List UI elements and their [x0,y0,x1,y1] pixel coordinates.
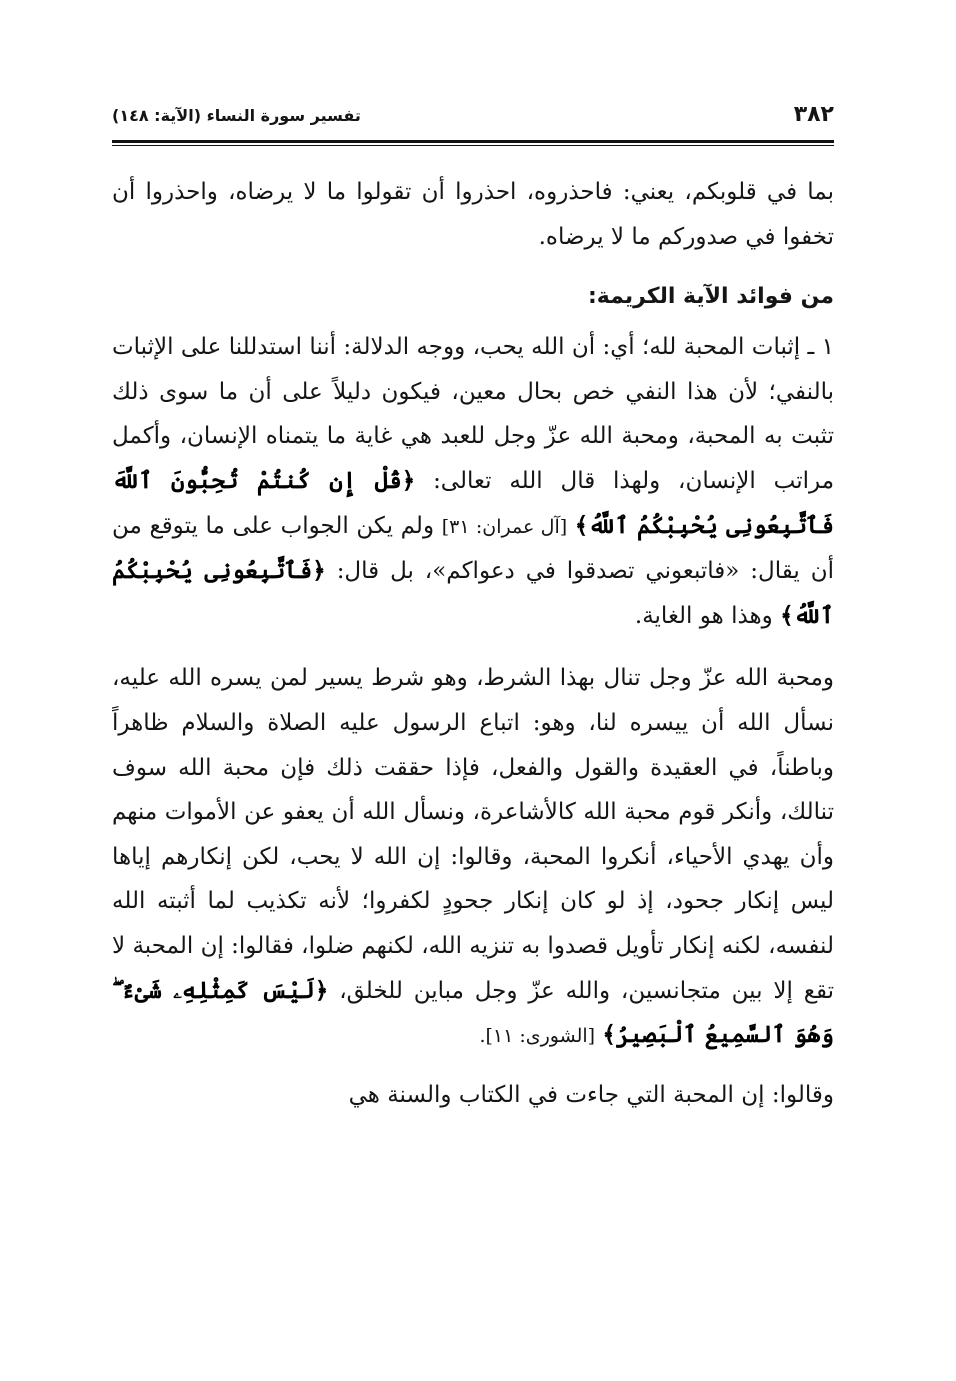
verse-reference-3: [الشورى: ١١]. [479,1025,596,1048]
running-title: تفسير سورة النساء (الآية: ١٤٨) [112,106,361,125]
book-page [112,96,834,1326]
header-rule [112,140,834,146]
paragraph-2-text: ومحبة الله عزّ وجل تنال بهذا الشرط، وهو شرط يسير لمن يسره الله عليه، نسأل الله أن ييسره لنا، وهو: اتباع الرسول عليه الصلاة والسلام ظاهراً وباطناً، في العقيدة والقول والفعل، فإذا حققت ذلك فإن محبة الله سوف تنالك، وأنكر قوم محبة الله كالأشاعرة، ونسأل الله أن يعفو عن الأموات منهم وأن يهدي الأحياء، أنكروا المحبة، وقالوا: إن الله لا يحب، لكن إنكارهم إياها ليس إنكار جحود، إذ لو كان إنكار جحودٍ لكفروا؛ لأنه تكذيب لما أثبته الله لنفسه، لكنه إنكار تأويل قصدوا به تنزيه الله، لكنهم ضلوا، فقالوا: إن المحبة لا تقع إلا بين متجانسين، والله عزّ وجل مباين للخلق، [112,665,835,1004]
page-header [112,96,834,136]
quran-verse-1: ﴿قُلْ إِن كُنتُمْ تُحِبُّونَ ٱللَّهَ فَٱتَّبِعُونِى يُحْبِبْكُمُ ٱللَّهُ﴾ [112,466,835,539]
benefit-1-text-b: ولم يكن الجواب على ما يتوقع من أن يقال: «فاتبعوني تصدقوا في دعواكم»، بل قال: [112,512,834,585]
verse-reference-1: [آل عمران: ٣١] [441,515,568,538]
paragraph-3: وقالوا: إن المحبة التي جاءت في الكتاب والسنة هي [348,1081,834,1108]
intro-paragraph: بما في قلوبكم، يعني: فاحذروه، احذروا أن تقولوا ما لا يرضاه، واحذروا أن تخفوا في صدوركم ما لا يرضاه. [112,179,834,250]
benefit-1-text-a: ١ ـ إثبات المحبة لله؛ أي: أن الله يحب، ووجه الدلالة: أننا استدللنا على الإثبات بالنفي؛ لأن هذا النفي خص بحال معين، فيكون دليلاً على أن ما سوى ذلك تثبت به المحبة، ومحبة الله عزّ وجل للعبد هي غاية ما يتمناه الإنسان، وأكمل مراتب الإنسان، ولهذا قال الله تعالى: [112,334,835,494]
quran-verse-3: ﴿لَيْسَ كَمِثْلِهِۦ شَىْءٌ ۖ وَهُوَ ٱلسَّمِيعُ ٱلْبَصِيرُ﴾ [112,976,834,1049]
benefit-paragraph-1 [112,325,834,638]
paragraph-2 [112,656,834,1058]
quran-verse-2: ﴿فَٱتَّبِعُونِى يُحْبِبْكُمُ ٱللَّهُ﴾ [112,557,834,629]
page-number: ٣٨٢ [793,102,834,127]
page-body [112,170,834,1117]
benefit-1-text-c: وهذا هو الغاية. [634,602,773,629]
section-heading: من فوائد الآية الكريمة: [587,284,834,310]
